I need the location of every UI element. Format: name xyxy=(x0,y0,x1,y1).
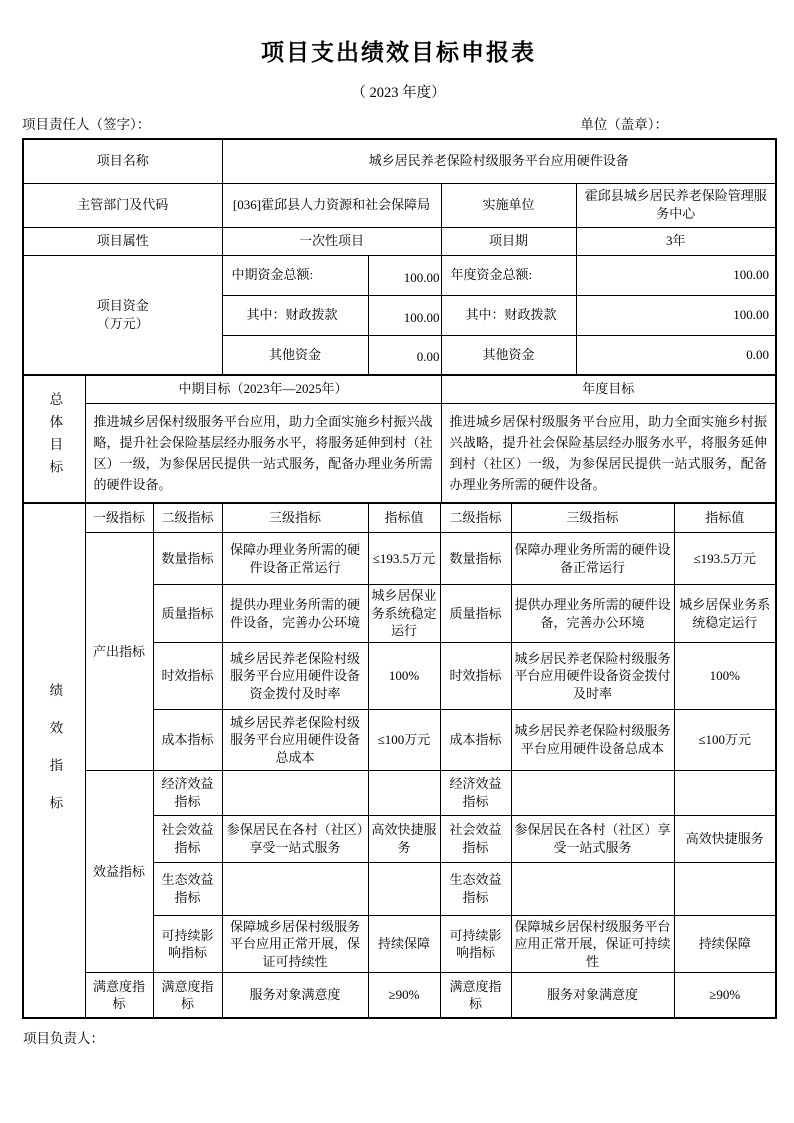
attr-label: 项目属性 xyxy=(23,227,222,255)
table-row xyxy=(23,139,776,183)
group-satisfaction-label: 满意度指标 xyxy=(85,973,153,1018)
performance-label-text: 绩效指标 xyxy=(47,683,63,834)
perf-value-mid: ≤193.5万元 xyxy=(368,533,440,585)
table-row xyxy=(23,227,776,255)
page-subtitle-year: （ 2023 年度） xyxy=(351,85,446,101)
table-row xyxy=(23,533,776,585)
perf-l3-mid: 城乡居民养老保险村级服务平台应用硬件设备资金拨付及时率 xyxy=(222,642,368,709)
group-output-label: 产出指标 xyxy=(85,533,153,771)
table-row xyxy=(23,183,776,227)
perf-value-mid: ≥90% xyxy=(368,973,440,1018)
perf-value-annual: 高效快捷服务 xyxy=(674,815,776,862)
perf-value-annual: ≤193.5万元 xyxy=(674,533,776,585)
header-level2-annual: 二级指标 xyxy=(440,503,511,533)
performance-indicators-table xyxy=(22,502,777,1019)
project-name-label: 项目名称 xyxy=(23,139,222,183)
perf-l3-mid: 保障办理业务所需的硬件设备正常运行 xyxy=(222,533,368,585)
mid-other-funds-label: 其他资金 xyxy=(222,335,368,375)
perf-value-mid: 持续保障 xyxy=(368,915,440,973)
table-row xyxy=(23,375,776,403)
funds-label-line2: （万元） xyxy=(96,315,149,331)
impl-unit-value: 霍邱县城乡居民养老保险管理服务中心 xyxy=(576,183,776,227)
perf-value-mid: 城乡居保业务系统稳定运行 xyxy=(368,585,440,643)
perf-l3-annual: 参保居民在各村（社区）享受一站式服务 xyxy=(511,815,674,862)
attr-value: 一次性项目 xyxy=(222,227,441,255)
impl-unit-label: 实施单位 xyxy=(441,183,576,227)
perf-l2-annual: 满意度指标 xyxy=(440,973,511,1018)
perf-value-mid xyxy=(368,862,440,915)
perf-value-mid: ≤100万元 xyxy=(368,709,440,770)
table-row xyxy=(23,255,776,295)
perf-value-annual: ≥90% xyxy=(674,973,776,1018)
perf-l2-annual: 生态效益指标 xyxy=(440,862,511,915)
header-value-annual: 指标值 xyxy=(674,503,776,533)
mid-fiscal-label: 其中：财政拨款 xyxy=(222,295,368,335)
perf-l2-annual: 可持续影响指标 xyxy=(440,915,511,973)
perf-l3-annual: 城乡居民养老保险村级服务平台应用硬件设备总成本 xyxy=(511,709,674,770)
mid-fiscal-value: 100.00 xyxy=(368,295,441,335)
perf-value-annual: 100% xyxy=(674,642,776,709)
perf-l2-annual: 成本指标 xyxy=(440,709,511,770)
perf-value-mid xyxy=(368,770,440,815)
header-level1: 一级指标 xyxy=(85,503,153,533)
perf-l2-mid: 时效指标 xyxy=(153,642,222,709)
perf-l2-mid: 质量指标 xyxy=(153,585,222,643)
perf-value-annual: ≤100万元 xyxy=(674,709,776,770)
table-row xyxy=(23,503,776,533)
dept-label: 主管部门及代码 xyxy=(23,183,222,227)
perf-l3-annual: 提供办理业务所需的硬件设备，完善办公环境 xyxy=(511,585,674,643)
perf-l3-annual: 保障办理业务所需的硬件设备正常运行 xyxy=(511,533,674,585)
project-leader-label: 项目负责人： xyxy=(23,1030,104,1046)
dept-value: [036]霍邱县人力资源和社会保障局 xyxy=(222,183,441,227)
perf-l3-mid: 保障城乡居保村级服务平台应用正常开展，保证可持续性 xyxy=(222,915,368,973)
perf-l3-mid: 参保居民在各村（社区）享受一站式服务 xyxy=(222,815,368,862)
funds-label xyxy=(23,255,222,375)
mid-funds-total-label: 中期资金总额: xyxy=(222,255,368,295)
annual-other-funds-label: 其他资金 xyxy=(441,335,576,375)
annual-fiscal-value: 100.00 xyxy=(576,295,776,335)
annual-fiscal-label: 其中：财政拨款 xyxy=(441,295,576,335)
mid-other-funds-value: 0.00 xyxy=(368,335,441,375)
perf-value-mid: 100% xyxy=(368,642,440,709)
perf-value-annual xyxy=(674,862,776,915)
mid-goal-header: 中期目标（2023年—2025年） xyxy=(85,375,441,403)
perf-l3-annual: 城乡居民养老保险村级服务平台应用硬件设备资金拨付及时率 xyxy=(511,642,674,709)
perf-l2-annual: 数量指标 xyxy=(440,533,511,585)
perf-l3-annual xyxy=(511,862,674,915)
funds-label-line1: 项目资金 xyxy=(96,298,149,314)
perf-l2-annual: 经济效益指标 xyxy=(440,770,511,815)
period-value: 3年 xyxy=(576,227,776,255)
perf-l2-mid: 社会效益指标 xyxy=(153,815,222,862)
period-label: 项目期 xyxy=(441,227,576,255)
perf-l2-mid: 可持续影响指标 xyxy=(153,915,222,973)
perf-l2-mid: 数量指标 xyxy=(153,533,222,585)
table-row xyxy=(23,973,776,1018)
annual-funds-total-value: 100.00 xyxy=(576,255,776,295)
performance-label xyxy=(23,503,85,1018)
annual-goal-header: 年度目标 xyxy=(441,375,776,403)
overall-goal-label xyxy=(23,375,85,503)
perf-l3-mid xyxy=(222,770,368,815)
perf-value-annual: 城乡居保业务系统稳定运行 xyxy=(674,585,776,643)
signature-row xyxy=(22,113,775,133)
perf-l3-mid: 城乡居民养老保险村级服务平台应用硬件设备总成本 xyxy=(222,709,368,770)
mid-funds-total-value: 100.00 xyxy=(368,255,441,295)
perf-l3-mid xyxy=(222,862,368,915)
perf-l2-annual: 质量指标 xyxy=(440,585,511,643)
perf-l3-annual xyxy=(511,770,674,815)
perf-l2-annual: 时效指标 xyxy=(440,642,511,709)
project-name-value: 城乡居民养老保险村级服务平台应用硬件设备 xyxy=(222,139,776,183)
overall-goal-table xyxy=(22,374,777,504)
perf-value-mid: 高效快捷服务 xyxy=(368,815,440,862)
annual-other-funds-value: 0.00 xyxy=(576,335,776,375)
table-row xyxy=(23,403,776,503)
perf-l3-annual: 保障城乡居保村级服务平台应用正常开展，保证可持续性 xyxy=(511,915,674,973)
perf-l2-mid: 满意度指标 xyxy=(153,973,222,1018)
project-info-table xyxy=(22,138,777,376)
table-row xyxy=(23,770,776,815)
header-level3-mid: 三级指标 xyxy=(222,503,368,533)
annual-funds-total-label: 年度资金总额: xyxy=(441,255,576,295)
perf-value-annual: 持续保障 xyxy=(674,915,776,973)
header-level2-mid: 二级指标 xyxy=(153,503,222,533)
page-title: 项目支出绩效目标申报表 xyxy=(261,39,536,65)
perf-l2-mid: 经济效益指标 xyxy=(153,770,222,815)
group-benefit-label: 效益指标 xyxy=(85,770,153,973)
perf-value-annual xyxy=(674,770,776,815)
header-value-mid: 指标值 xyxy=(368,503,440,533)
perf-l2-mid: 成本指标 xyxy=(153,709,222,770)
project-responsible-sign-label: 项目责任人（签字）： xyxy=(22,117,151,132)
mid-goal-text: 推进城乡居保村级服务平台应用，助力全面实施乡村振兴战略，提升社会保险基层经办服务水平，将服务延伸到村（社区）一级，为参保居民提供一站式服务，配备办理业务所需的硬件设备。 xyxy=(85,403,441,503)
unit-seal-label: 单位（盖章）： xyxy=(580,117,668,132)
perf-l3-annual: 服务对象满意度 xyxy=(511,973,674,1018)
perf-l3-mid: 服务对象满意度 xyxy=(222,973,368,1018)
perf-l2-annual: 社会效益指标 xyxy=(440,815,511,862)
overall-goal-label-text: 总体目标 xyxy=(47,391,63,482)
header-level3-annual: 三级指标 xyxy=(511,503,674,533)
perf-l2-mid: 生态效益指标 xyxy=(153,862,222,915)
annual-goal-text: 推进城乡居保村级服务平台应用，助力全面实施乡村振兴战略，提升社会保险基层经办服务水平，将服务延伸到村（社区）一级，为参保居民提供一站式服务，配备办理业务所需的硬件设备。 xyxy=(441,403,776,503)
perf-l3-mid: 提供办理业务所需的硬件设备，完善办公环境 xyxy=(222,585,368,643)
